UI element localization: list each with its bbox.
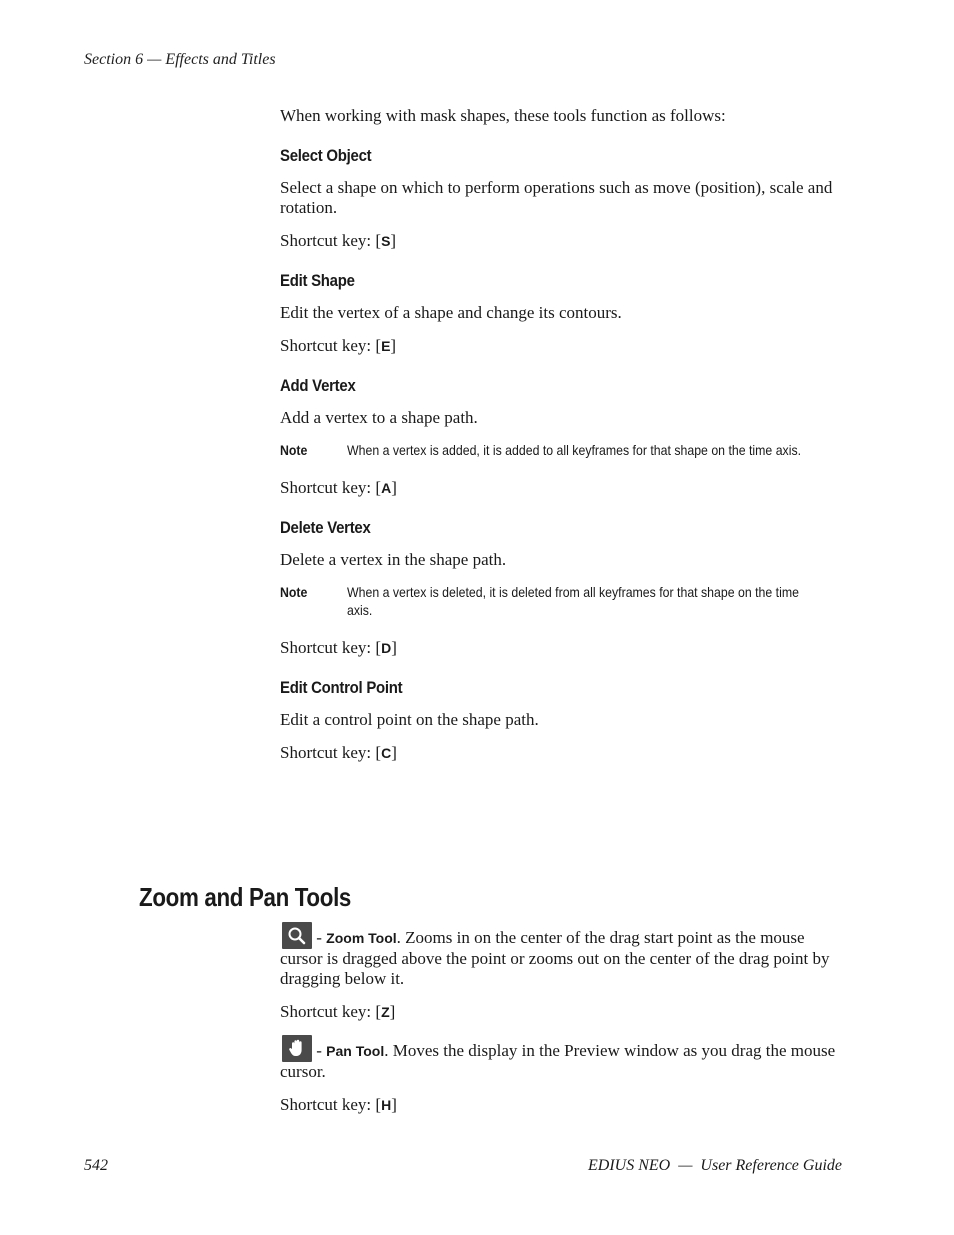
page-number: 542 [84,1157,108,1174]
delete-vertex-heading: Delete Vertex [280,518,371,537]
edit-control-point-shortcut: Shortcut key: [C] [280,743,397,762]
shortcut-label: Shortcut key: [280,743,376,762]
shortcut-key: H [381,1097,392,1113]
add-vertex-description: Add a vertex to a shape path. [280,408,478,427]
select-object-heading: Select Object [280,146,372,165]
pan-tool-dash: - [312,1041,327,1060]
note-label: Note [280,584,308,600]
edit-shape-shortcut: Shortcut key: [E] [280,336,397,355]
add-vertex-note [280,441,842,459]
zoom-tool-paragraph [280,922,842,989]
note-text: When a vertex is added, it is added to all keyframes for that shape on the time axis. [347,442,802,458]
edit-shape-heading: Edit Shape [280,271,355,290]
shortcut-label: Shortcut key: [280,1095,376,1114]
edit-shape-description: Edit the vertex of a shape and change its contours. [280,303,622,322]
edit-control-point-description: Edit a control point on the shape path. [280,710,539,729]
zoom-pan-heading: Zoom and Pan Tools [139,882,352,912]
delete-vertex-note [280,583,842,619]
magnifier-icon [282,922,312,949]
shortcut-key: A [381,480,392,496]
guide-title: EDIUS NEO — User Reference Guide [587,1157,842,1174]
hand-icon [282,1035,312,1062]
note-text: When a vertex is deleted, it is deleted from all keyframes for that shape on the time axis. [347,584,799,618]
zoom-tool-description: . Zooms in on the center of the drag start point as the mouse cursor is dragged above the point or zooms out on the center of the drag point by dragging below it. [280,928,830,988]
add-vertex-shortcut: Shortcut key: [A] [280,478,397,497]
intro-paragraph: When working with mask shapes, these tools function as follows: [280,106,726,125]
pan-tool-paragraph [280,1035,842,1082]
edit-control-point-heading: Edit Control Point [280,678,403,697]
shortcut-label: Shortcut key: [280,638,376,657]
shortcut-label: Shortcut key: [280,231,376,250]
delete-vertex-shortcut: Shortcut key: [D] [280,638,397,657]
shortcut-key: E [381,338,391,354]
shortcut-key: D [381,640,392,656]
running-header: Section 6 — Effects and Titles [84,51,276,68]
shortcut-label: Shortcut key: [280,1002,376,1021]
note-label: Note [280,442,308,458]
select-object-description: Select a shape on which to perform operations such as move (position), scale and rotation. [280,178,833,217]
zoom-tool-dash: - [312,928,327,947]
shortcut-key: S [381,233,391,249]
add-vertex-heading: Add Vertex [280,376,356,395]
pan-tool-description: . Moves the display in the Preview window as you drag the mouse cursor. [280,1041,836,1081]
zoom-tool-shortcut: Shortcut key: [Z] [280,1002,396,1021]
zoom-pan-section [280,922,842,1128]
delete-vertex-description: Delete a vertex in the shape path. [280,550,507,569]
zoom-tool-name: Zoom Tool [326,930,397,946]
shortcut-label: Shortcut key: [280,478,376,497]
shortcut-key: Z [381,1004,390,1020]
pan-tool-shortcut: Shortcut key: [H] [280,1095,397,1114]
select-object-shortcut: Shortcut key: [S] [280,231,397,250]
pan-tool-name: Pan Tool [326,1043,385,1059]
shortcut-label: Shortcut key: [280,336,376,355]
shortcut-key: C [381,745,392,761]
mask-tools-section [280,106,842,776]
